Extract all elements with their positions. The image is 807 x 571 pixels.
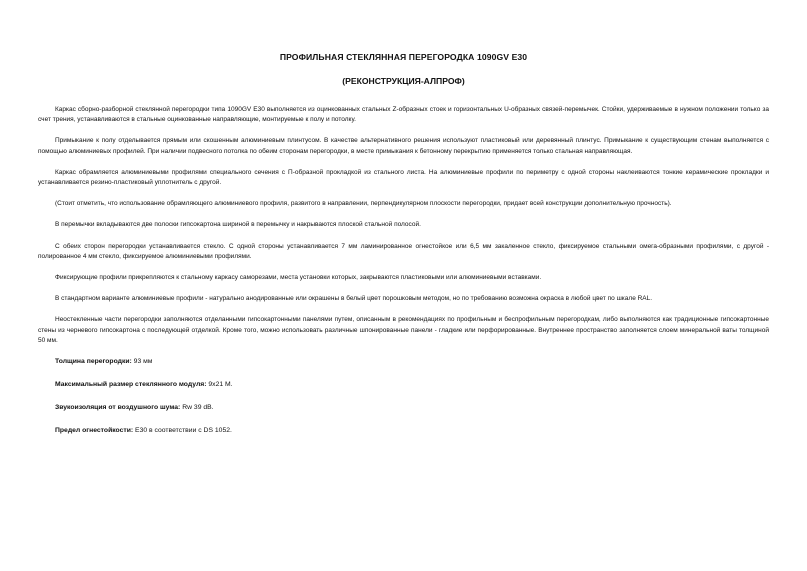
spec-label: Максимальный размер стеклянного модуля: [55, 381, 207, 389]
paragraph-frame: Каркас сборно-разборной стеклянной перегородки типа 1090GV E30 выполняется из оцинкованных стальных Z-образных стоек и горизонтальных U-образных связей-перемычек. Стойки, удерживаемые в нужном положении только за счет трения, устанавливаются в стальные оцинкованные направляющие, монтируемые к полу и потолку. [38, 106, 769, 124]
spec-label: Толщина перегородки: [55, 358, 132, 366]
spec-value: E30 в соответствии с DS 1052. [133, 427, 232, 435]
paragraph-glass: С обеих сторон перегородки устанавливается стекло. С одной стороны устанавливается 7 мм ламинированное огнестойкое или 6,5 мм закаленное стекло, фиксируемое стальными омега-образными профилями, с другой - полированное 4 мм стекло, фиксируемое алюминиевыми профилями. [38, 242, 769, 260]
spec-thickness [55, 357, 769, 367]
spec-value: 93 мм [131, 358, 153, 366]
document-title: ПРОФИЛЬНАЯ СТЕКЛЯННАЯ ПЕРЕГОРОДКА 1090GV E30 [279, 52, 528, 62]
document-body [38, 105, 769, 346]
spec-fire-resistance [55, 426, 769, 436]
paragraph-jumpers: В перемычки вкладываются две полоски гипсокартона шириной в перемычку и накрываются плоской стальной полосой. [55, 221, 421, 229]
spec-value: Rw 39 dB. [180, 404, 214, 412]
specs-list [38, 357, 769, 436]
paragraph-note: (Стоит отметить, что использование обрамляющего алюминиевого профиля, развитого в направлении, перпендикулярном плоскости перегородки, придает всей конструкции дополнительную прочность). [55, 200, 672, 208]
paragraph-floor-junction: Примыкание к полу отделывается прямым или скошенным алюминиевым плинтусом. В качестве альтернативного решения используют пластиковый или деревянный плинтус. Примыкание к существующим стенам выполняется с помощью алюминиевых профилей. При наличии подвесного потолка по обеим сторонам перегородки, в месте примыкания к бетонному перекрытию применяется только стальная направляющая. [38, 137, 769, 155]
paragraph-finish: В стандартном варианте алюминиевые профили - натурально анодированные или окрашены в белый цвет порошковым методом, но по требованию возможна окраска в любой цвет по шкале RAL. [55, 295, 653, 303]
paragraph-framing-profiles: Каркас обрамляется алюминиевыми профилями специального сечения с П-образной прокладкой из стального листа. На алюминиевые профили по периметру с одной стороны наклеиваются тонкие керамические прокладки и устанавливается резино-пластиковый уплотнитель с другой. [38, 168, 769, 187]
spec-label: Звукоизоляция от воздушного шума: [55, 404, 181, 412]
document-subtitle: (РЕКОНСТРУКЦИЯ-АЛПРОФ) [342, 76, 465, 86]
spec-sound-insulation [55, 403, 769, 413]
paragraph-fixing-profiles: Фиксирующие профили прикрепляются к стальному каркасу саморезами, места установки которых, закрываются пластиковыми или алюминиевыми вставками. [55, 274, 542, 282]
paragraph-unglazed-parts: Неостекленные части перегородки заполняются отделанными гипсокартонными панелями путем, описанным в рекомендациях по профильным и беспрофильным перегородкам, либо выполняются как традиционные гипсокартонные стены из черневого гипсокартона с последующей отделкой. Кроме того, можно использовать различные шпонированные панели - гладкие или перфорированные. Внутреннее пространство заполняется слоем минеральной ваты толщиной 50 мм. [38, 316, 769, 344]
document-page [38, 52, 769, 449]
spec-label: Предел огнестойкости: [55, 427, 134, 435]
spec-max-module [55, 380, 769, 390]
spec-value: 9x21 М. [206, 381, 233, 389]
